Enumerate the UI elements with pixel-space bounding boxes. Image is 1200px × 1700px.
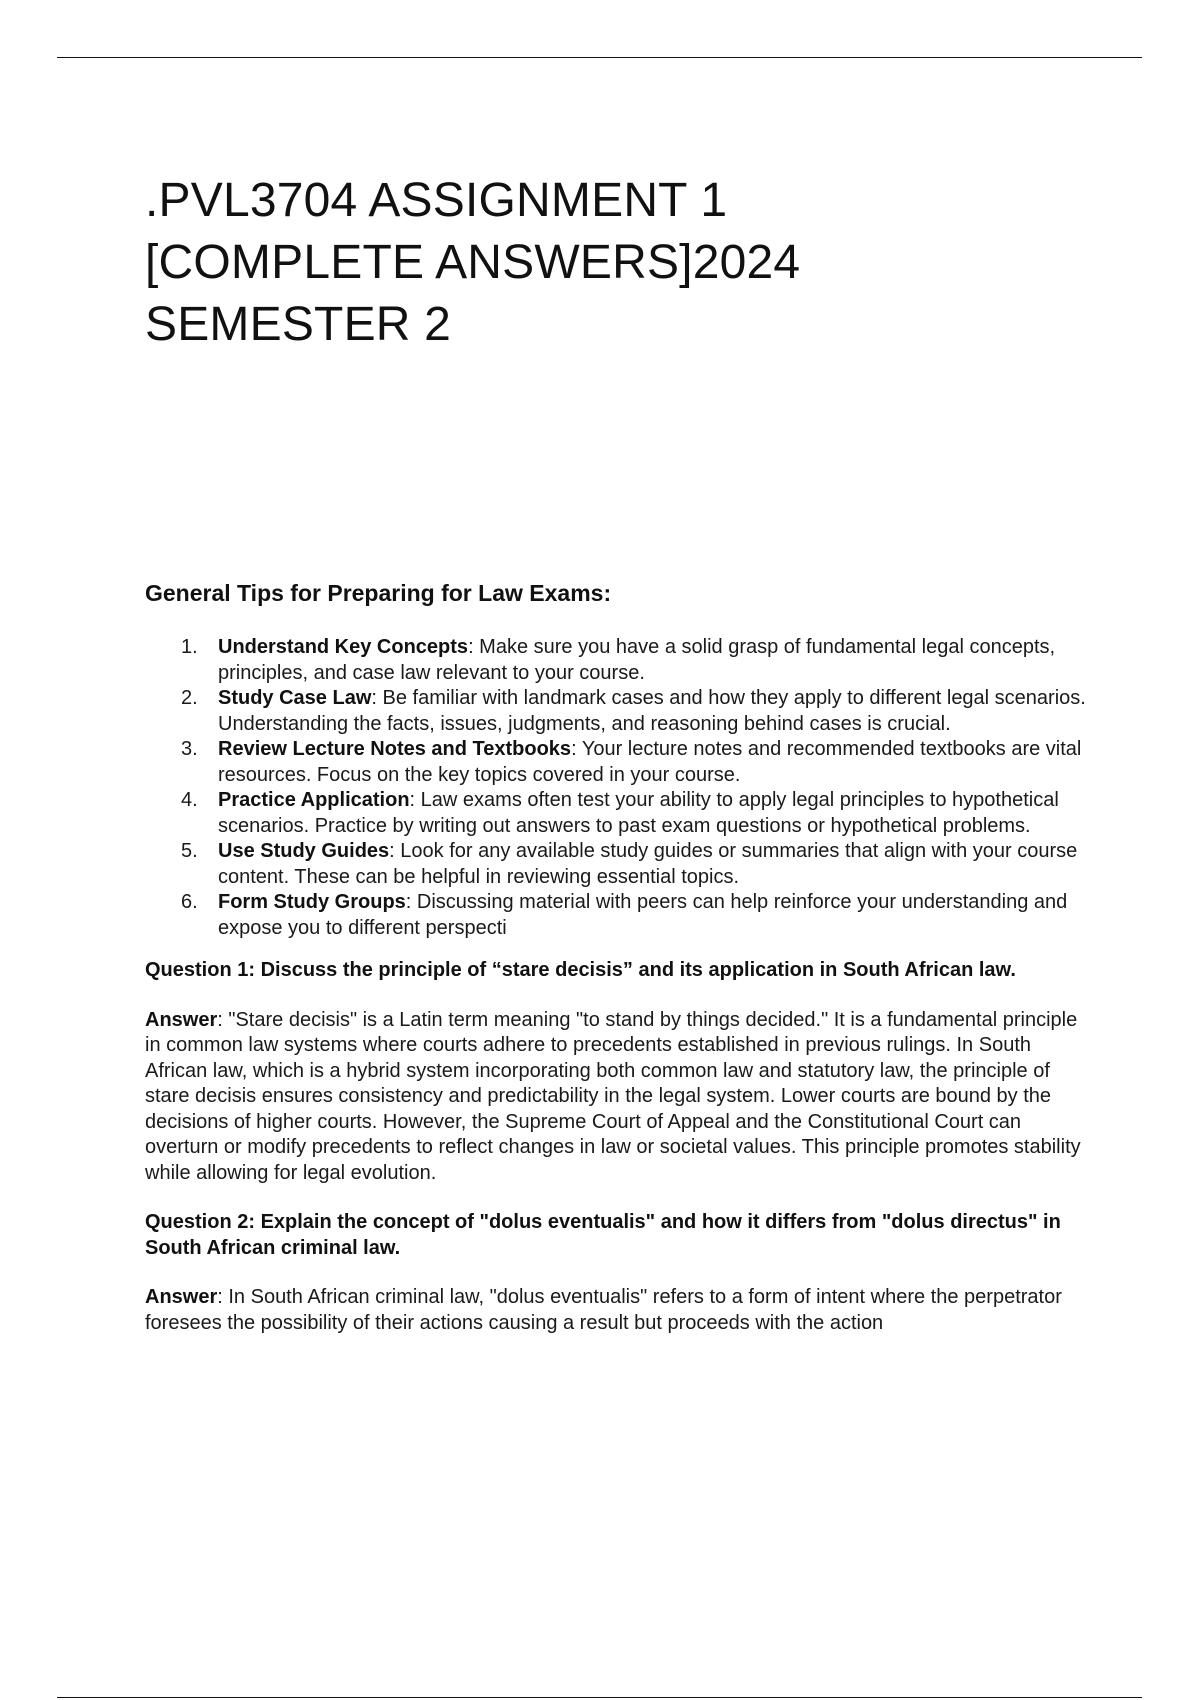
answer-text: : "Stare decisis" is a Latin term meaning "to stand by things decided." It is a fundamental principle in common law systems where courts adhere to precedents established in previous rulings. In South African law, which is a hybrid system incorporating both common law and statutory law, the principle of stare decisis ensures consistency and predictability in the legal system. Lower courts are bound by the decisions of higher courts. However, the Supreme Court of Appeal and the Constitutional Court can overturn or modify precedents to reflect changes in law or societal values. This principle promotes stability while allowing for legal evolution. [145,1008,1081,1184]
tip-text: : Discussing material with peers can help reinforce your understanding and expose you to different perspecti [218,891,1068,939]
answer-text: : In South African criminal law, "dolus eventualis" refers to a form of intent where the perpetrator foresees the possibility of their actions causing a result but proceeds with the action [145,1286,1062,1334]
tip-number: 1. [181,636,198,658]
tip-number: 3. [181,738,198,760]
tip-text: : Your lecture notes and recommended textbooks are vital resources. Focus on the key topics covered in your course. [218,738,1082,786]
tip-text: : Law exams often test your ability to apply legal principles to hypothetical scenarios. Practice by writing out answers to past exam questions or hypothetical problems. [218,789,1059,837]
tip-number: 2. [181,687,198,709]
document-body [145,578,1095,1360]
title-line-1: .PVL3704 ASSIGNMENT 1 [145,174,728,227]
answer-1 [145,1008,1095,1187]
document-title [145,170,1145,356]
question-2: Question 2: Explain the concept of "dolus eventualis" and how it differs from "dolus directus" in South African criminal law. [145,1211,1061,1259]
tip-text: : Be familiar with landmark cases and how they apply to different legal scenarios. Understanding the facts, issues, judgments, and reasoning behind cases is crucial. [218,687,1086,735]
tip-text: : Look for any available study guides or summaries that align with your course content. These can be helpful in reviewing essential topics. [218,840,1078,888]
tip-title: Practice Application [218,789,410,811]
answer-label: Answer [145,1286,218,1308]
title-line-2: [COMPLETE ANSWERS]2024 [145,236,801,289]
tip-text: : Make sure you have a solid grasp of fundamental legal concepts, principles, and case law relevant to your course. [218,636,1056,684]
tip-title: Understand Key Concepts [218,636,469,658]
tip-number: 4. [181,789,198,811]
tip-number: 6. [181,891,198,913]
answer-2 [145,1285,1095,1336]
tips-list [145,635,1095,941]
bottom-rule [57,1697,1142,1698]
top-rule [57,57,1142,58]
answer-label: Answer [145,1008,218,1031]
section-heading: General Tips for Preparing for Law Exams: [145,580,612,606]
tip-item-5 [145,839,1095,890]
title-line-3: SEMESTER 2 [145,298,452,351]
tip-title: Study Case Law [218,687,372,709]
tip-number: 5. [181,840,198,862]
tip-title: Review Lecture Notes and Textbooks [218,738,572,760]
tip-item-3 [145,737,1095,788]
tip-title: Form Study Groups [218,891,406,913]
tip-item-1 [145,635,1095,686]
tip-item-6 [145,890,1095,941]
tip-item-2 [145,686,1095,737]
tip-title: Use Study Guides [218,840,390,862]
tip-item-4 [145,788,1095,839]
question-1: Question 1: Discuss the principle of “stare decisis” and its application in South African law. [145,959,1016,981]
